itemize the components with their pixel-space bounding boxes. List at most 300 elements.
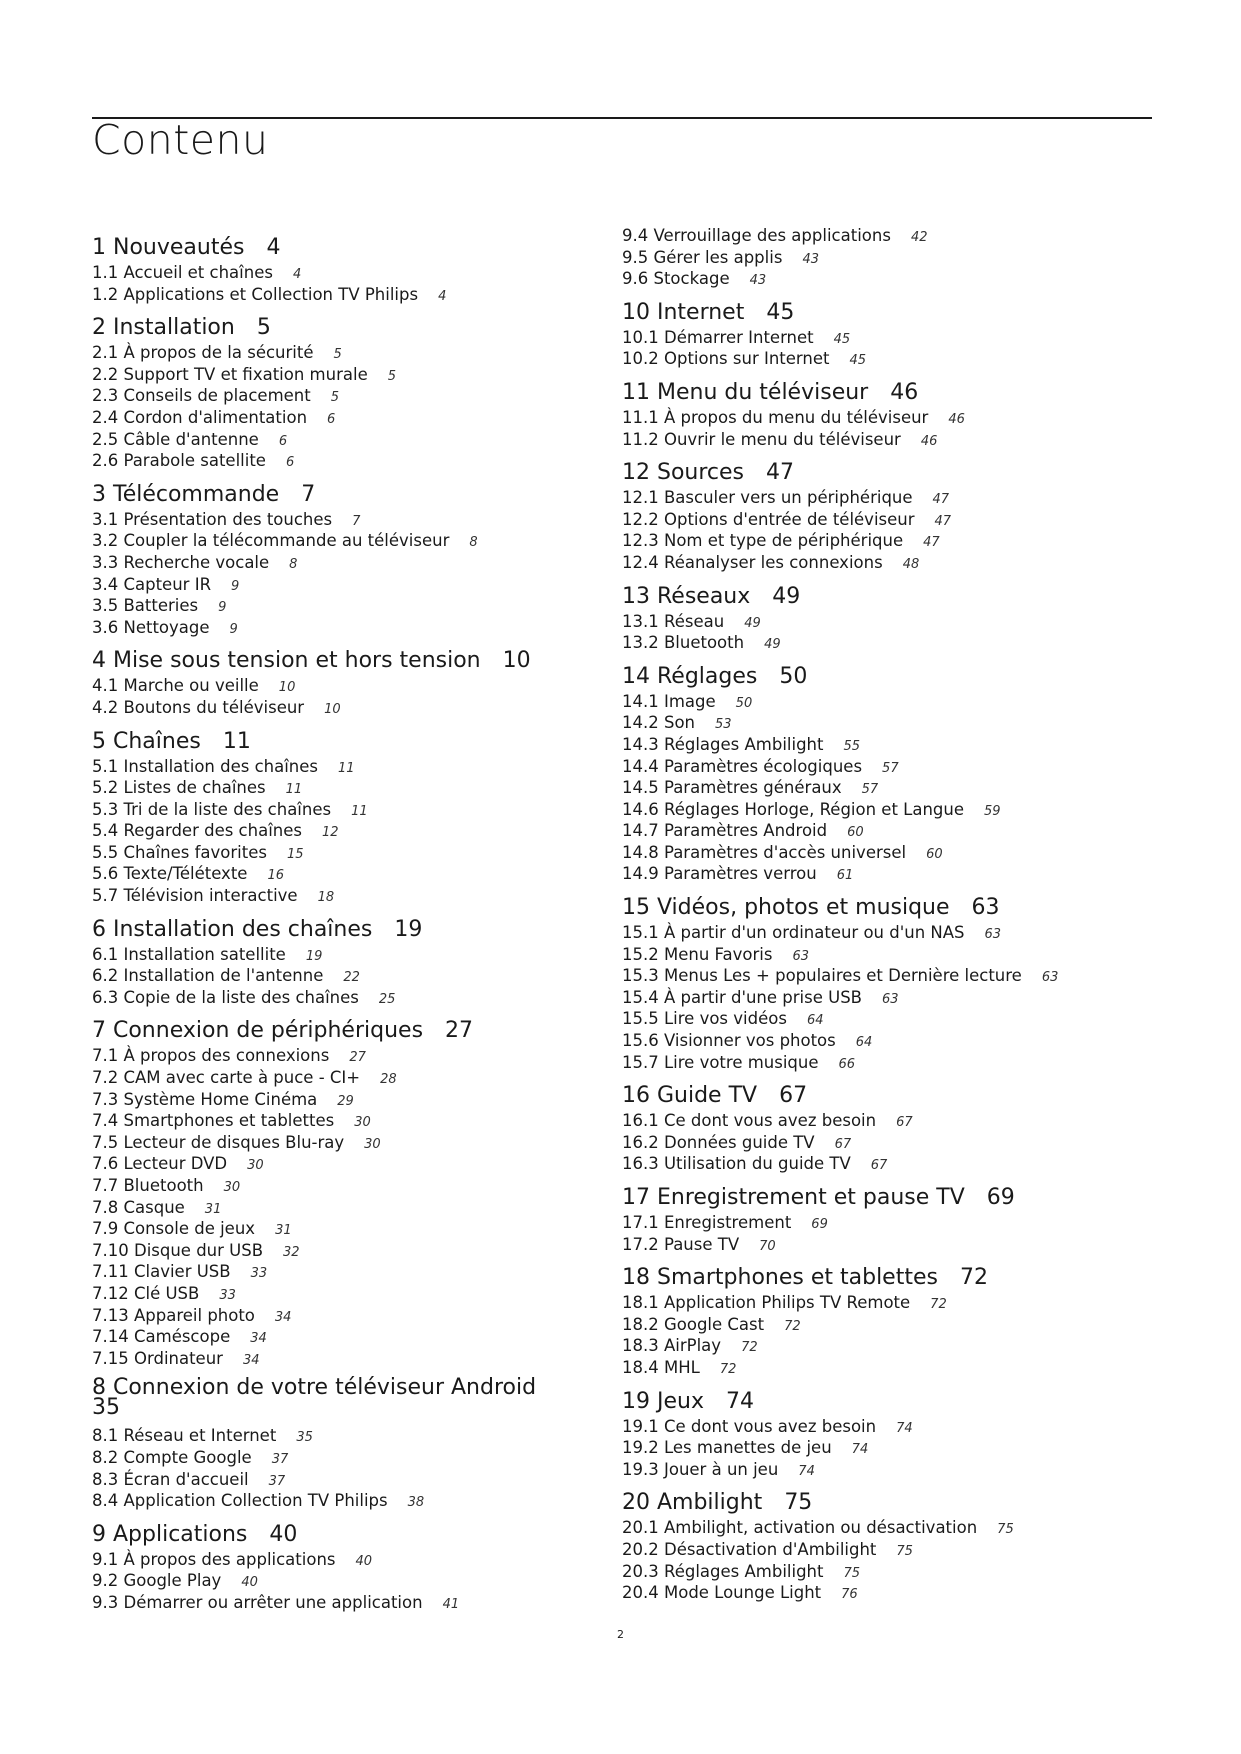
toc-entry[interactable]: [92, 1262, 592, 1284]
chapter-title[interactable]: [92, 1370, 592, 1426]
chapter-label: 8 Connexion de votre téléviseur Android: [92, 1375, 537, 1401]
chapter-title[interactable]: [92, 306, 592, 343]
toc-entry[interactable]: [622, 612, 1162, 634]
chapter-page: 67: [779, 1083, 808, 1109]
entry-page: 50: [735, 695, 753, 711]
entry-page: 5: [387, 368, 396, 384]
chapter-page: 40: [269, 1521, 298, 1547]
toc-entry[interactable]: [622, 633, 1162, 655]
entry-label: 15.7 Lire votre musique: [622, 1052, 819, 1072]
chapter-title[interactable]: [92, 639, 592, 676]
toc-entry[interactable]: [92, 1068, 592, 1090]
toc-entry[interactable]: [92, 1593, 592, 1615]
chapter-label: 11 Menu du téléviseur: [622, 379, 869, 405]
chapter-title[interactable]: [622, 291, 1162, 328]
toc-chapter: [622, 226, 1162, 291]
toc-entry[interactable]: [622, 988, 1162, 1010]
entry-page: 60: [926, 846, 943, 862]
entry-page: 63: [792, 948, 809, 964]
toc-left-column: [92, 226, 592, 1615]
entry-label: 20.1 Ambilight, activation ou désactivation: [622, 1518, 978, 1538]
chapter-title[interactable]: [92, 226, 592, 263]
toc-entry[interactable]: [92, 800, 592, 822]
entry-label: 15.5 Lire vos vidéos: [622, 1009, 787, 1029]
entry-page: 63: [984, 927, 1002, 943]
chapter-page: 10: [502, 648, 531, 674]
entry-label: 5.5 Chaînes favorites: [92, 842, 267, 862]
chapter-title[interactable]: [92, 1009, 592, 1046]
chapter-label: 4 Mise sous tension et hors tension: [92, 648, 481, 674]
entry-label: 15.6 Visionner vos photos: [622, 1031, 836, 1051]
chapter-page: 63: [971, 895, 1000, 921]
entry-label: 15.4 À partir d'une prise USB: [622, 987, 862, 1007]
toc-entry[interactable]: [622, 269, 1162, 291]
entry-page: 46: [948, 411, 965, 427]
toc-entry[interactable]: [92, 263, 592, 285]
entry-label: 5.1 Installation des chaînes: [92, 756, 319, 776]
entry-label: 20.4 Mode Lounge Light: [622, 1583, 822, 1603]
entry-page: 74: [798, 1463, 815, 1479]
entry-label: 7.9 Console de jeux: [92, 1219, 256, 1239]
entry-label: 7.1 À propos des connexions: [92, 1046, 330, 1066]
entry-label: 18.3 AirPlay: [622, 1336, 722, 1356]
entry-label: 5.2 Listes de chaînes: [92, 778, 266, 798]
chapter-title[interactable]: [92, 908, 592, 945]
entry-label: 4.1 Marche ou veille: [92, 676, 259, 696]
entry-page: 5: [333, 347, 342, 363]
entry-page: 30: [223, 1180, 241, 1195]
entry-page: 47: [934, 513, 952, 529]
toc-entry[interactable]: [92, 778, 592, 800]
chapter-label: 13 Réseaux: [622, 583, 751, 609]
entry-page: 57: [861, 782, 879, 798]
entry-page: 46: [920, 433, 938, 449]
entry-page: 34: [274, 1309, 292, 1325]
chapter-title[interactable]: [92, 1513, 592, 1550]
entry-label: 18.4 MHL: [622, 1357, 700, 1377]
toc-entry[interactable]: [92, 1154, 592, 1176]
toc-right-column: [622, 226, 1162, 1605]
chapter-page: 4: [266, 235, 281, 260]
chapter-label: 18 Smartphones et tablettes: [622, 1265, 938, 1291]
chapter-title[interactable]: [622, 451, 1162, 488]
toc-chapter: [622, 655, 1162, 886]
toc-entry[interactable]: [92, 1133, 592, 1155]
entry-page: 10: [324, 701, 341, 717]
toc-entry[interactable]: [622, 510, 1162, 532]
entry-page: 19: [305, 948, 323, 964]
toc-chapter: [622, 371, 1162, 451]
entry-page: 55: [843, 738, 861, 754]
toc-entry[interactable]: [622, 328, 1162, 350]
entry-label: 5.4 Regarder des chaînes: [92, 821, 302, 841]
entry-label: 6.1 Installation satellite: [92, 944, 286, 964]
chapter-title[interactable]: [622, 1380, 1162, 1417]
toc-entry[interactable]: [622, 430, 1162, 452]
toc-entry[interactable]: [622, 1460, 1162, 1482]
toc-entry[interactable]: [622, 349, 1162, 371]
entry-page: 47: [923, 535, 940, 551]
toc-entry[interactable]: [622, 864, 1162, 886]
toc-entry[interactable]: [92, 1571, 592, 1593]
entry-page: 66: [838, 1056, 856, 1072]
entry-page: 18: [317, 890, 335, 906]
entry-page: 31: [275, 1223, 292, 1239]
entry-page: 30: [364, 1136, 381, 1152]
toc-entry[interactable]: [92, 408, 592, 430]
entry-label: 2.4 Cordon d'alimentation: [92, 407, 308, 427]
entry-page: 8: [469, 535, 478, 551]
entry-page: 49: [744, 615, 761, 631]
chapter-label: 5 Chaînes: [92, 728, 201, 754]
toc-entry[interactable]: [622, 1518, 1162, 1540]
toc-chapter: [92, 473, 592, 640]
entry-page: 37: [268, 1473, 286, 1489]
toc-chapter: [92, 1513, 592, 1615]
entry-label: 2.5 Câble d'antenne: [92, 429, 259, 449]
chapter-label: 2 Installation: [92, 315, 235, 341]
entry-label: 8.4 Application Collection TV Philips: [92, 1491, 388, 1511]
chapter-label: 12 Sources: [622, 460, 745, 486]
toc-chapter: [622, 1074, 1162, 1176]
entry-label: 1.2 Applications et Collection TV Philips: [92, 284, 419, 304]
toc-entry[interactable]: [92, 1306, 592, 1328]
toc-entry[interactable]: [622, 1053, 1162, 1075]
toc-entry[interactable]: [92, 553, 592, 575]
toc-entry[interactable]: [92, 1241, 592, 1263]
entry-label: 7.2 CAM avec carte à puce - CI+: [92, 1068, 361, 1088]
toc-entry[interactable]: [622, 1336, 1162, 1358]
entry-label: 7.11 Clavier USB: [92, 1262, 231, 1282]
entry-page: 30: [247, 1158, 264, 1174]
entry-page: 28: [380, 1072, 397, 1088]
entry-page: 6: [327, 411, 336, 427]
toc-entry[interactable]: [92, 864, 592, 886]
toc-entry[interactable]: [622, 1315, 1162, 1337]
toc-entry[interactable]: [622, 1235, 1162, 1257]
entry-page: 9: [231, 578, 240, 594]
toc-entry[interactable]: [92, 1491, 592, 1513]
toc-entry[interactable]: [92, 1219, 592, 1241]
entry-label: 13.2 Bluetooth: [622, 633, 745, 653]
entry-label: 5.7 Télévision interactive: [92, 886, 298, 906]
entry-page: 38: [407, 1495, 425, 1511]
entry-page: 72: [784, 1318, 801, 1334]
chapter-label: 19 Jeux: [622, 1388, 704, 1414]
toc-entry[interactable]: [92, 1327, 592, 1349]
toc-entry[interactable]: [622, 800, 1162, 822]
entry-label: 14.4 Paramètres écologiques: [622, 756, 863, 776]
toc-entry[interactable]: [92, 618, 592, 640]
entry-page: 25: [378, 991, 396, 1007]
toc-chapter: [622, 1380, 1162, 1482]
entry-page: 7: [352, 513, 361, 529]
entry-page: 63: [1041, 970, 1059, 986]
toc-entry[interactable]: [92, 1448, 592, 1470]
toc-entry[interactable]: [622, 1438, 1162, 1460]
toc-entry[interactable]: [622, 778, 1162, 800]
chapter-label: 3 Télécommande: [92, 481, 280, 507]
entry-label: 11.2 Ouvrir le menu du téléviseur: [622, 429, 901, 449]
toc-chapter: [92, 720, 592, 908]
entry-label: 3.3 Recherche vocale: [92, 552, 270, 572]
entry-page: 45: [849, 353, 867, 369]
chapter-label: 17 Enregistrement et pause TV: [622, 1185, 965, 1210]
entry-page: 75: [896, 1543, 913, 1559]
toc-entry[interactable]: [622, 1213, 1162, 1235]
chapter-page: 50: [779, 663, 808, 689]
toc-entry[interactable]: [622, 757, 1162, 779]
entry-page: 59: [984, 803, 1001, 819]
entry-label: 10.1 Démarrer Internet: [622, 327, 814, 347]
chapter-page: 75: [784, 1490, 813, 1516]
entry-label: 12.3 Nom et type de périphérique: [622, 531, 904, 551]
entry-page: 22: [343, 970, 360, 986]
entry-page: 69: [811, 1217, 828, 1232]
toc-entry[interactable]: [622, 821, 1162, 843]
entry-label: 2.2 Support TV et fixation murale: [92, 364, 368, 384]
entry-page: 48: [902, 556, 920, 572]
toc-entry[interactable]: [92, 343, 592, 365]
toc-entry[interactable]: [622, 692, 1162, 714]
entry-label: 14.2 Son: [622, 713, 696, 733]
entry-label: 5.3 Tri de la liste des chaînes: [92, 799, 332, 819]
toc-entry[interactable]: [622, 488, 1162, 510]
toc-entry[interactable]: [622, 945, 1162, 967]
toc-entry[interactable]: [92, 1046, 592, 1068]
toc-entry[interactable]: [622, 1009, 1162, 1031]
entry-page: 33: [250, 1266, 268, 1282]
chapter-title[interactable]: [622, 1074, 1162, 1111]
entry-label: 9.6 Stockage: [622, 269, 730, 289]
entry-page: 72: [930, 1297, 947, 1313]
entry-label: 14.1 Image: [622, 691, 716, 711]
toc-entry[interactable]: [622, 923, 1162, 945]
entry-label: 16.1 Ce dont vous avez besoin: [622, 1111, 877, 1131]
toc-entry[interactable]: [622, 735, 1162, 757]
entry-page: 6: [285, 455, 295, 471]
entry-page: 29: [337, 1093, 354, 1109]
chapter-label: 15 Vidéos, photos et musique: [622, 895, 950, 921]
toc-entry[interactable]: [622, 408, 1162, 430]
chapter-label: 14 Réglages: [622, 663, 758, 689]
entry-label: 10.2 Options sur Internet: [622, 349, 830, 369]
entry-page: 67: [834, 1136, 852, 1152]
entry-label: 7.13 Appareil photo: [92, 1305, 255, 1325]
entry-page: 47: [932, 492, 950, 508]
toc-entry[interactable]: [92, 1111, 592, 1133]
chapter-label: 9 Applications: [92, 1521, 248, 1547]
toc-entry[interactable]: [622, 553, 1162, 575]
chapter-title[interactable]: [622, 371, 1162, 408]
entry-label: 1.1 Accueil et chaînes: [92, 263, 273, 282]
entry-page: 43: [802, 251, 819, 267]
chapter-page: 45: [766, 299, 795, 325]
toc-entry[interactable]: [92, 988, 592, 1010]
toc-entry[interactable]: [92, 575, 592, 597]
toc-entry[interactable]: [92, 386, 592, 408]
toc-chapter: [92, 639, 592, 719]
entry-label: 2.3 Conseils de placement: [92, 386, 311, 406]
entry-page: 16: [267, 868, 284, 884]
entry-label: 8.2 Compte Google: [92, 1447, 252, 1467]
entry-label: 14.3 Réglages Ambilight: [622, 734, 824, 754]
toc-entry[interactable]: [92, 1090, 592, 1112]
page-number: 2: [617, 1628, 624, 1641]
entry-page: 34: [250, 1331, 267, 1347]
entry-page: 9: [229, 621, 238, 637]
entry-page: 8: [289, 556, 298, 572]
toc-chapter: [622, 886, 1162, 1074]
entry-page: 45: [833, 331, 851, 347]
entry-page: 76: [841, 1587, 858, 1603]
entry-label: 4.2 Boutons du téléviseur: [92, 697, 305, 717]
chapter-title[interactable]: [622, 655, 1162, 692]
toc-entry[interactable]: [622, 713, 1162, 735]
chapter-label: 7 Connexion de périphériques: [92, 1018, 424, 1044]
toc-chapter: [622, 291, 1162, 371]
toc-entry[interactable]: [622, 226, 1162, 248]
entry-label: 7.8 Casque: [92, 1197, 185, 1217]
toc-entry[interactable]: [622, 1358, 1162, 1380]
toc-entry[interactable]: [92, 531, 592, 553]
entry-page: 35: [296, 1430, 313, 1446]
toc-entry[interactable]: [92, 1349, 592, 1371]
entry-page: 67: [870, 1158, 888, 1174]
entry-page: 63: [882, 991, 899, 1007]
toc-entry[interactable]: [622, 1583, 1162, 1605]
entry-label: 9.5 Gérer les applis: [622, 247, 783, 267]
toc-entry[interactable]: [622, 1417, 1162, 1439]
toc-entry[interactable]: [92, 430, 592, 452]
chapter-title[interactable]: [92, 473, 592, 510]
toc-entry[interactable]: [92, 886, 592, 908]
entry-page: 33: [219, 1287, 236, 1303]
entry-label: 7.7 Bluetooth: [92, 1176, 204, 1195]
toc-chapter: [92, 226, 592, 306]
chapter-page: 74: [725, 1388, 754, 1414]
chapter-label: 1 Nouveautés: [92, 235, 245, 260]
entry-page: 34: [242, 1352, 260, 1368]
entry-page: 10: [278, 680, 296, 696]
toc-entry[interactable]: [92, 451, 592, 473]
entry-page: 41: [442, 1596, 460, 1612]
entry-label: 8.1 Réseau et Internet: [92, 1426, 277, 1446]
toc-entry[interactable]: [622, 1133, 1162, 1155]
toc-entry[interactable]: [622, 248, 1162, 270]
entry-label: 14.7 Paramètres Android: [622, 821, 828, 841]
entry-label: 20.3 Réglages Ambilight: [622, 1561, 824, 1581]
entry-label: 7.15 Ordinateur: [92, 1348, 223, 1368]
toc-entry[interactable]: [92, 510, 592, 532]
entry-label: 19.1 Ce dont vous avez besoin: [622, 1416, 877, 1436]
entry-label: 7.4 Smartphones et tablettes: [92, 1111, 335, 1131]
entry-page: 4: [292, 267, 302, 282]
toc-entry[interactable]: [92, 821, 592, 843]
entry-page: 64: [806, 1013, 824, 1029]
toc-entry[interactable]: [92, 676, 592, 698]
entry-page: 57: [882, 760, 899, 776]
entry-page: 15: [286, 846, 304, 862]
toc-entry[interactable]: [92, 966, 592, 988]
toc-chapter: [92, 1370, 592, 1512]
toc-entry[interactable]: [622, 1154, 1162, 1176]
entry-label: 2.1 À propos de la sécurité: [92, 343, 314, 363]
entry-label: 12.2 Options d'entrée de téléviseur: [622, 509, 915, 529]
toc-chapter: [622, 1256, 1162, 1379]
chapter-label: 10 Internet: [622, 299, 745, 325]
toc-entry[interactable]: [92, 365, 592, 387]
entry-label: 17.1 Enregistrement: [622, 1213, 792, 1232]
entry-label: 18.1 Application Philips TV Remote: [622, 1293, 911, 1313]
toc-entry[interactable]: [92, 596, 592, 618]
chapter-title[interactable]: [92, 720, 592, 757]
chapter-title[interactable]: [622, 1256, 1162, 1293]
entry-page: 75: [843, 1565, 861, 1581]
toc-entry[interactable]: [92, 1550, 592, 1572]
toc-entry[interactable]: [92, 1426, 592, 1448]
chapter-page: 46: [890, 379, 919, 405]
entry-label: 20.2 Désactivation d'Ambilight: [622, 1539, 877, 1559]
toc-chapter: [622, 1481, 1162, 1604]
entry-page: 11: [351, 803, 368, 819]
toc-entry[interactable]: [92, 757, 592, 779]
entry-page: 72: [719, 1361, 737, 1377]
chapter-title[interactable]: [622, 886, 1162, 923]
toc-entry[interactable]: [622, 1031, 1162, 1053]
chapter-title[interactable]: [622, 575, 1162, 612]
toc-entry[interactable]: [622, 1562, 1162, 1584]
toc-entry[interactable]: [622, 1540, 1162, 1562]
toc-entry[interactable]: [92, 285, 592, 307]
entry-page: 5: [330, 390, 340, 406]
page-title: Contenu: [92, 116, 269, 164]
entry-label: 7.3 Système Home Cinéma: [92, 1089, 318, 1109]
entry-page: 42: [910, 230, 928, 245]
chapter-label: 16 Guide TV: [622, 1083, 758, 1109]
entry-page: 60: [847, 825, 864, 841]
entry-label: 3.1 Présentation des touches: [92, 509, 333, 529]
entry-page: 40: [355, 1553, 373, 1569]
toc-entry[interactable]: [92, 1198, 592, 1220]
toc-entry[interactable]: [622, 1293, 1162, 1315]
chapter-title[interactable]: [622, 1481, 1162, 1518]
toc-entry[interactable]: [92, 945, 592, 967]
toc-entry[interactable]: [622, 966, 1162, 988]
toc-entry[interactable]: [92, 1470, 592, 1492]
entry-label: 2.6 Parabole satellite: [92, 451, 266, 471]
chapter-page: 35: [92, 1395, 120, 1421]
toc-entry[interactable]: [92, 1176, 592, 1198]
toc-entry[interactable]: [92, 1284, 592, 1306]
toc-entry[interactable]: [622, 1111, 1162, 1133]
entry-label: 6.3 Copie de la liste des chaînes: [92, 987, 359, 1007]
entry-page: 64: [855, 1035, 873, 1051]
chapter-title[interactable]: [622, 1176, 1162, 1213]
entry-page: 30: [354, 1115, 371, 1131]
toc-entry[interactable]: [92, 843, 592, 865]
entry-label: 14.5 Paramètres généraux: [622, 778, 842, 798]
entry-page: 40: [241, 1575, 258, 1591]
toc-entry[interactable]: [92, 698, 592, 720]
entry-page: 32: [283, 1244, 300, 1260]
entry-label: 7.12 Clé USB: [92, 1283, 200, 1303]
entry-label: 19.2 Les manettes de jeu: [622, 1438, 832, 1458]
entry-label: 15.1 À partir d'un ordinateur ou d'un NAS: [622, 923, 965, 943]
toc-entry[interactable]: [622, 531, 1162, 553]
toc-entry[interactable]: [622, 843, 1162, 865]
entry-page: 11: [338, 760, 355, 776]
